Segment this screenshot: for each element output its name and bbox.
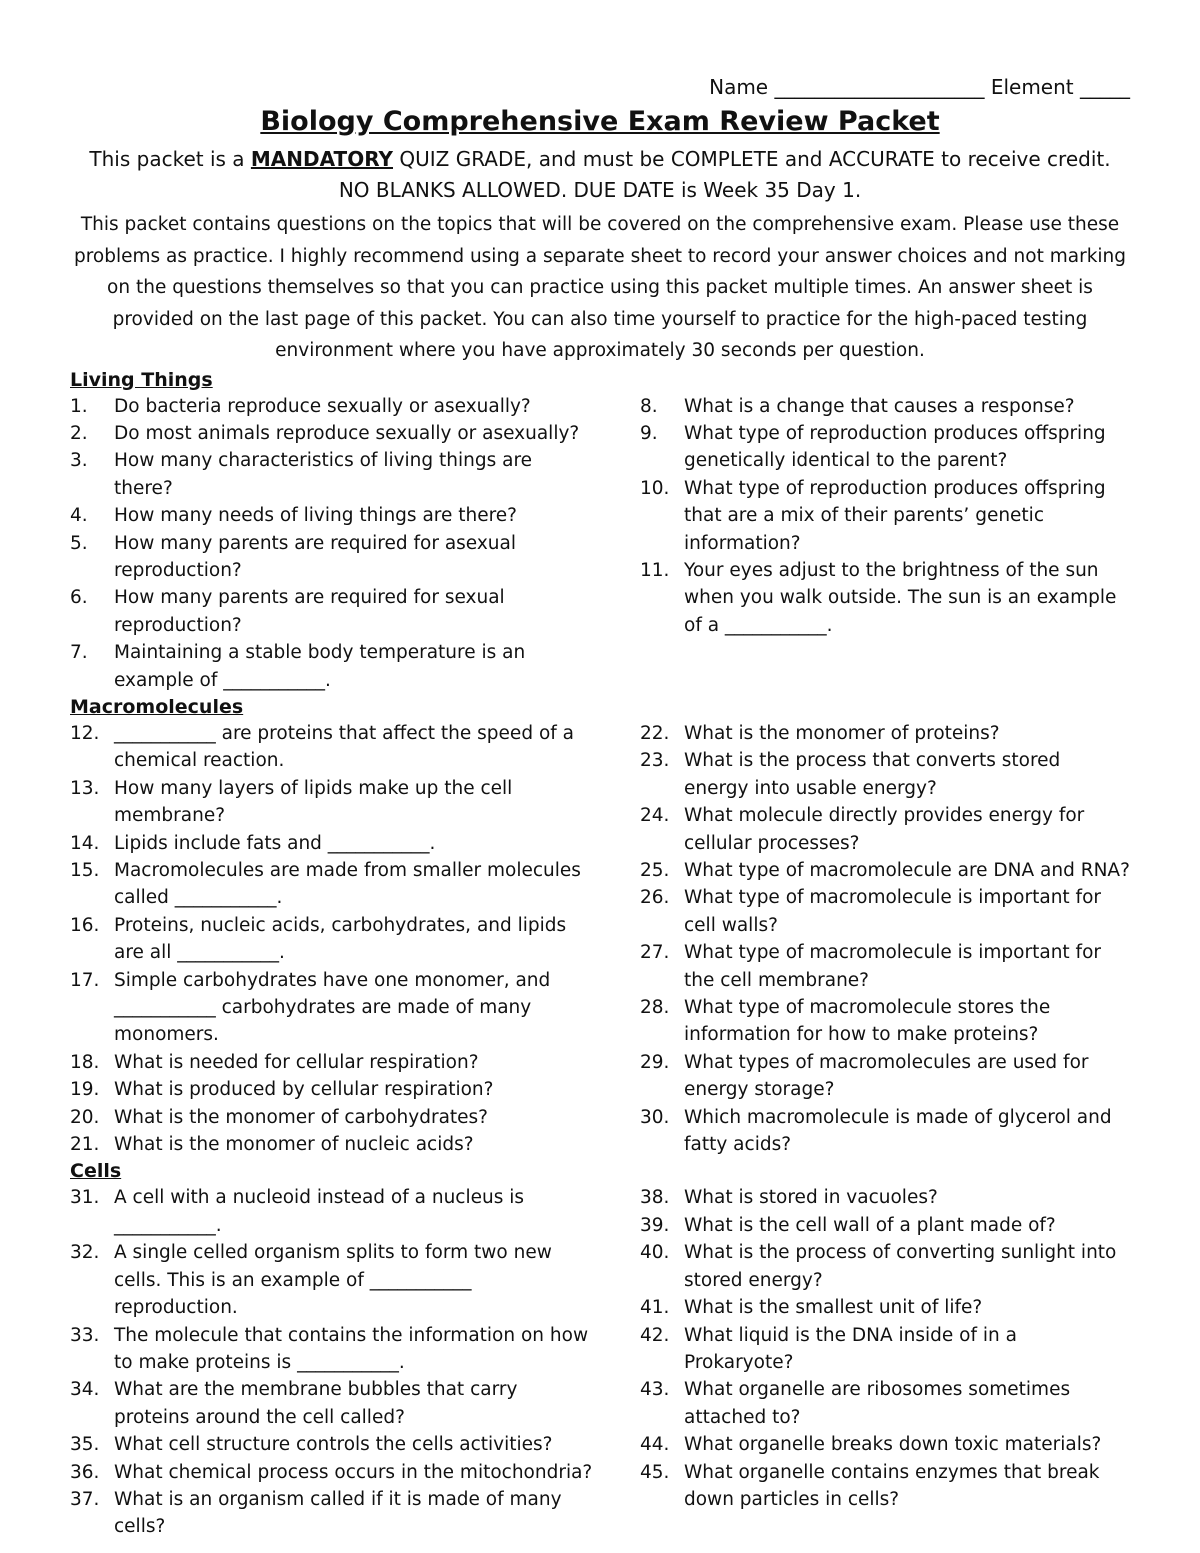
question-item	[640, 475, 1130, 557]
question-text: What organelle contains enzymes that break down particles in cells?	[684, 1461, 1100, 1510]
section-columns	[70, 720, 1130, 1159]
question-number: 16.	[70, 914, 100, 936]
question-text: Your eyes adjust to the brightness of the sun when you walk outside. The sun is an example of a ___________.	[684, 559, 1117, 636]
question-number: 30.	[640, 1106, 670, 1128]
question-number: 42.	[640, 1324, 670, 1346]
question-item	[70, 1076, 596, 1103]
question-number: 43.	[640, 1379, 670, 1401]
question-number: 7.	[70, 642, 88, 664]
question-item	[640, 1212, 1130, 1239]
question-item	[70, 1104, 596, 1131]
question-number: 44.	[640, 1434, 670, 1456]
question-column-right	[640, 393, 1130, 694]
question-number: 3.	[70, 450, 88, 472]
question-item	[70, 1459, 596, 1486]
question-text: Maintaining a stable body temperature is an example of ___________.	[114, 642, 526, 691]
name-element-line: Name _____________________ Element _____	[709, 75, 1130, 99]
question-number: 14.	[70, 832, 100, 854]
question-number: 27.	[640, 942, 670, 964]
question-number: 18.	[70, 1051, 100, 1073]
question-item	[640, 1239, 1130, 1294]
section-heading: Living Things	[70, 368, 213, 391]
question-number: 26.	[640, 887, 670, 909]
question-number: 1.	[70, 395, 88, 417]
question-text: What is an organism called if it is made of many cells?	[114, 1488, 562, 1538]
section-heading: Macromolecules	[70, 695, 244, 718]
question-number: 24.	[640, 805, 670, 827]
mandatory-notice	[70, 144, 1130, 175]
question-text: What type of macromolecule stores the information for how to make proteins?	[684, 997, 1051, 1046]
question-number: 34.	[70, 1379, 100, 1401]
question-number: 19.	[70, 1079, 100, 1101]
question-number: 38.	[640, 1187, 670, 1209]
question-text: What is the cell wall of a plant made of?	[684, 1214, 1056, 1236]
question-item	[70, 857, 596, 912]
question-item	[70, 830, 596, 857]
question-text: A cell with a nucleoid instead of a nucleus is ___________.	[114, 1187, 525, 1236]
question-item	[70, 1486, 596, 1541]
question-item	[70, 584, 596, 639]
question-text: Do most animals reproduce sexually or asexually?	[114, 422, 580, 444]
question-item	[640, 1104, 1130, 1159]
question-number: 6.	[70, 587, 88, 609]
question-item	[640, 720, 1130, 747]
question-item	[640, 557, 1130, 639]
question-text: What is the process that converts stored energy into usable energy?	[684, 750, 1061, 799]
question-text: ___________ are proteins that affect the speed of a chemical reaction.	[114, 722, 574, 772]
question-number: 41.	[640, 1297, 670, 1319]
question-text: What is a change that causes a response?	[684, 395, 1075, 417]
question-number: 2.	[70, 422, 88, 444]
question-item	[640, 747, 1130, 802]
question-item	[70, 639, 596, 694]
question-item	[70, 1184, 596, 1239]
question-number: 28.	[640, 997, 670, 1019]
question-text: What is produced by cellular respiration?	[114, 1079, 494, 1101]
question-text: What is the monomer of carbohydrates?	[114, 1106, 489, 1128]
question-text: How many parents are required for asexual reproduction?	[114, 532, 517, 581]
question-item	[640, 802, 1130, 857]
question-text: What type of macromolecule is important for the cell membrane?	[684, 942, 1101, 991]
section-columns	[70, 1184, 1130, 1540]
question-number: 8.	[640, 395, 658, 417]
question-number: 40.	[640, 1242, 670, 1264]
question-number: 22.	[640, 722, 670, 744]
question-number: 4.	[70, 505, 88, 527]
question-column-left	[70, 720, 596, 1159]
question-number: 9.	[640, 422, 658, 444]
question-text: What is stored in vacuoles?	[684, 1187, 938, 1209]
question-text: Simple carbohydrates have one monomer, and ___________ carbohydrates are made of many monomers.	[114, 969, 551, 1046]
question-item	[640, 857, 1130, 884]
question-column-left	[70, 393, 596, 694]
question-number: 39.	[640, 1214, 670, 1236]
question-number: 5.	[70, 532, 88, 554]
due-date-notice: NO BLANKS ALLOWED. DUE DATE is Week 35 Day 1.	[338, 178, 862, 202]
question-number: 10.	[640, 477, 670, 499]
question-text: Do bacteria reproduce sexually or asexually?	[114, 395, 531, 417]
question-item	[640, 939, 1130, 994]
question-number: 15.	[70, 860, 100, 881]
question-text: What is the process of converting sunlight into stored energy?	[684, 1242, 1117, 1291]
question-item	[70, 912, 596, 967]
question-item	[640, 1459, 1130, 1514]
question-number: 45.	[640, 1461, 670, 1483]
question-number: 17.	[70, 969, 100, 991]
question-text: What is the smallest unit of life?	[684, 1297, 983, 1319]
question-text: What types of macromolecules are used for energy storage?	[684, 1051, 1089, 1101]
question-number: 32.	[70, 1242, 100, 1264]
question-item	[640, 420, 1130, 475]
question-item	[640, 1322, 1130, 1377]
question-text: Macromolecules are made from smaller molecules called ___________.	[114, 860, 581, 909]
question-text: What is the monomer of nucleic acids?	[114, 1134, 474, 1156]
question-item	[640, 1184, 1130, 1211]
question-item	[70, 502, 596, 529]
question-text: What type of macromolecule is important for cell walls?	[684, 887, 1101, 936]
question-item	[70, 720, 596, 775]
question-text: Lipids include fats and ___________.	[114, 832, 436, 854]
question-number: 23.	[640, 750, 670, 772]
question-item	[70, 967, 596, 1049]
question-number: 31.	[70, 1187, 100, 1209]
question-item	[70, 775, 596, 830]
question-text: What liquid is the DNA inside of in a Prokaryote?	[684, 1324, 1017, 1373]
question-number: 33.	[70, 1324, 100, 1346]
question-column-right	[640, 720, 1130, 1159]
question-text: Proteins, nucleic acids, carbohydrates, and lipids are all ___________.	[114, 914, 567, 964]
question-column-right	[640, 1184, 1130, 1540]
question-sections	[70, 367, 1130, 1541]
question-item	[70, 1131, 596, 1158]
question-item	[640, 1294, 1130, 1321]
question-number: 21.	[70, 1134, 100, 1156]
question-text: How many characteristics of living things are there?	[114, 450, 533, 499]
question-text: How many parents are required for sexual reproduction?	[114, 587, 505, 636]
page-title: Biology Comprehensive Exam Review Packet	[260, 106, 940, 137]
question-item	[640, 393, 1130, 420]
question-number: 20.	[70, 1106, 100, 1128]
mandatory-word: MANDATORY	[250, 147, 393, 171]
question-text: What organelle are ribosomes sometimes attached to?	[684, 1379, 1071, 1428]
question-number: 11.	[640, 559, 670, 581]
question-item	[640, 1049, 1130, 1104]
question-item	[70, 447, 596, 502]
question-item	[70, 1239, 596, 1321]
question-item	[70, 420, 596, 447]
question-number: 35.	[70, 1434, 100, 1456]
question-text: How many needs of living things are there?	[114, 505, 517, 527]
question-text: What type of reproduction produces offspring that are a mix of their parents’ genetic information?	[684, 477, 1106, 554]
question-text: What molecule directly provides energy for cellular processes?	[684, 805, 1085, 854]
question-item	[70, 1431, 596, 1458]
question-column-left	[70, 1184, 596, 1540]
question-item	[70, 1049, 596, 1076]
question-number: 25.	[640, 860, 670, 881]
mandatory-notice-post: QUIZ GRADE, and must be COMPLETE and ACCURATE to receive credit.	[393, 147, 1111, 171]
question-item	[640, 994, 1130, 1049]
question-item	[640, 1376, 1130, 1431]
question-text: What is needed for cellular respiration?	[114, 1051, 479, 1073]
question-item	[70, 530, 596, 585]
question-item	[640, 1431, 1130, 1458]
question-item	[70, 1376, 596, 1431]
question-text: A single celled organism splits to form two new cells. This is an example of ___________ reproduction.	[114, 1242, 552, 1319]
question-number: 12.	[70, 722, 100, 744]
question-text: What cell structure controls the cells activities?	[114, 1434, 553, 1456]
intro-paragraph: This packet contains questions on the topics that will be covered on the comprehensive exam. Please use these problems as practice. I highly recommend using a separate sheet to record your answer choices and not marking on the questions themselves so that you can practice using this packet multiple times. An answer sheet is provided on the last page of this packet. You can also time yourself to practice for the high-paced testing environment where you have approximately 30 seconds per question.	[73, 214, 1127, 361]
question-item	[70, 1322, 596, 1377]
question-number: 13.	[70, 777, 100, 799]
question-number: 37.	[70, 1488, 100, 1510]
section-heading: Cells	[70, 1160, 122, 1183]
question-text: What organelle breaks down toxic materials?	[684, 1434, 1102, 1456]
question-text: Which macromolecule is made of glycerol and fatty acids?	[684, 1106, 1112, 1156]
question-text: The molecule that contains the information on how to make proteins is ___________.	[114, 1324, 589, 1373]
question-text: What type of macromolecule are DNA and RNA?	[684, 860, 1130, 881]
question-text: What are the membrane bubbles that carry proteins around the cell called?	[114, 1379, 518, 1428]
question-number: 36.	[70, 1461, 100, 1483]
question-text: What type of reproduction produces offspring genetically identical to the parent?	[684, 422, 1106, 472]
question-text: What is the monomer of proteins?	[684, 722, 1000, 744]
section-columns	[70, 393, 1130, 694]
question-text: How many layers of lipids make up the cell membrane?	[114, 777, 513, 827]
question-number: 29.	[640, 1051, 670, 1073]
question-item	[640, 884, 1130, 939]
question-text: What chemical process occurs in the mitochondria?	[114, 1461, 593, 1483]
mandatory-notice-pre: This packet is a	[89, 147, 251, 171]
question-item	[70, 393, 596, 420]
